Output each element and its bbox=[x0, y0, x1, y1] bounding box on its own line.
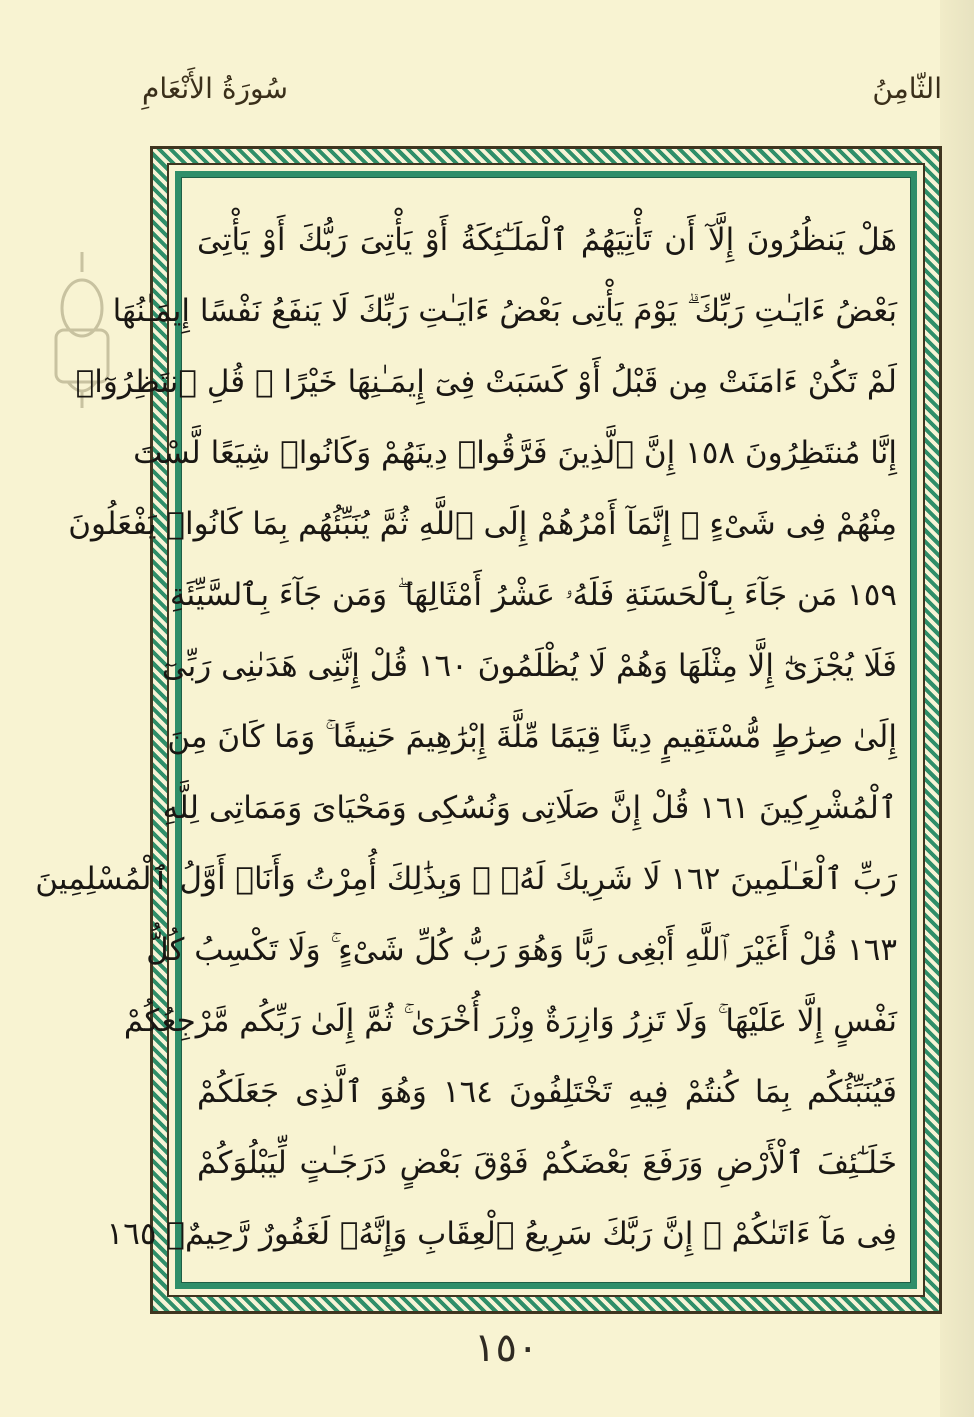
verse-line: إِنَّا مُنتَظِرُونَ ١٥٨ إِنَّ ٱلَّذِينَ فَرَّقُوا۟ دِينَهُمْ وَكَانُوا۟ شِيَعًا لَّسْتَ bbox=[133, 435, 897, 471]
juz-label: الثَّامِنُ bbox=[872, 72, 942, 105]
verse-line: ١٦٣ قُلْ أَغَيْرَ ٱللَّهِ أَبْغِى رَبًّا وَهُوَ رَبُّ كُلِّ شَىْءٍ ۚ وَلَا تَكْسِبُ كُلُّ bbox=[146, 932, 897, 968]
verse-line: فِى مَآ ءَاتَىٰكُمْ ۗ إِنَّ رَبَّكَ سَرِيعُ ٱلْعِقَابِ وَإِنَّهُۥ لَغَفُورٌ رَّحِيمٌۢ ١٦٥ bbox=[106, 1216, 897, 1252]
verse-line: إِلَىٰ صِرَٰطٍ مُّسْتَقِيمٍ دِينًا قِيَمًا مِّلَّةَ إِبْرَٰهِيمَ حَنِيفًا ۚ وَمَا كَانَ مِنَ bbox=[167, 719, 897, 755]
verse-line: خَلَـٰٓئِفَ ٱلْأَرْضِ وَرَفَعَ بَعْضَكُمْ فَوْقَ بَعْضٍ دَرَجَـٰتٍ لِّيَبْلُوَكُمْ bbox=[197, 1145, 897, 1181]
verse-line: ١٥٩ مَن جَآءَ بِٱلْحَسَنَةِ فَلَهُۥ عَشْرُ أَمْثَالِهَا ۖ وَمَن جَآءَ بِٱلسَّيِّئَةِ bbox=[169, 577, 897, 613]
verse-line: فَلَا يُجْزَىٰٓ إِلَّا مِثْلَهَا وَهُمْ لَا يُظْلَمُونَ ١٦٠ قُلْ إِنَّنِى هَدَىٰنِى رَبِّىٓ bbox=[161, 648, 897, 684]
verse-line: بَعْضُ ءَايَـٰتِ رَبِّكَ ۗ يَوْمَ يَأْتِى بَعْضُ ءَايَـٰتِ رَبِّكَ لَا يَنفَعُ نَفْسًا إِيمَـٰنُهَا bbox=[112, 293, 897, 329]
verse-line: هَلْ يَنظُرُونَ إِلَّآ أَن تَأْتِيَهُمُ ٱلْمَلَـٰٓئِكَةُ أَوْ يَأْتِىَ رَبُّكَ أَوْ يَأْتِىَ bbox=[197, 222, 897, 258]
verse-line: ٱلْمُشْرِكِينَ ١٦١ قُلْ إِنَّ صَلَاتِى وَنُسُكِى وَمَحْيَاىَ وَمَمَاتِى لِلَّهِ bbox=[162, 790, 897, 826]
verse-line: نَفْسٍ إِلَّا عَلَيْهَا ۚ وَلَا تَزِرُ وَازِرَةٌ وِزْرَ أُخْرَىٰ ۚ ثُمَّ إِلَىٰ رَبِّكُم مَّرْجِعُكُمْ bbox=[123, 1003, 897, 1039]
page-border-frame bbox=[35, 146, 942, 1314]
verse-line: مِنْهُمْ فِى شَىْءٍ ۚ إِنَّمَآ أَمْرُهُمْ إِلَى ٱللَّهِ ثُمَّ يُنَبِّئُهُم بِمَا كَانُوا۟ يَفْعَلُونَ bbox=[68, 506, 897, 542]
page-number: ١٥٠ bbox=[474, 1325, 539, 1371]
verse-line: فَيُنَبِّئُكُم بِمَا كُنتُمْ فِيهِ تَخْتَلِفُونَ ١٦٤ وَهُوَ ٱلَّذِى جَعَلَكُمْ bbox=[197, 1074, 897, 1110]
verse-line: لَمْ تَكُنْ ءَامَنَتْ مِن قَبْلُ أَوْ كَسَبَتْ فِىٓ إِيمَـٰنِهَا خَيْرًا ۗ قُلِ ٱنتَظِرُوٓا۟ bbox=[75, 364, 897, 400]
verse-text-area bbox=[35, 205, 897, 1265]
page-edge-shadow bbox=[940, 0, 974, 1417]
verse-line: رَبِّ ٱلْعَـٰلَمِينَ ١٦٢ لَا شَرِيكَ لَهُۥ ۖ وَبِذَٰلِكَ أُمِرْتُ وَأَنَا۠ أَوَّلُ ٱلْمُسْلِمِينَ bbox=[35, 861, 897, 897]
surah-title: سُورَةُ الأَنْعَامِ bbox=[142, 72, 288, 105]
